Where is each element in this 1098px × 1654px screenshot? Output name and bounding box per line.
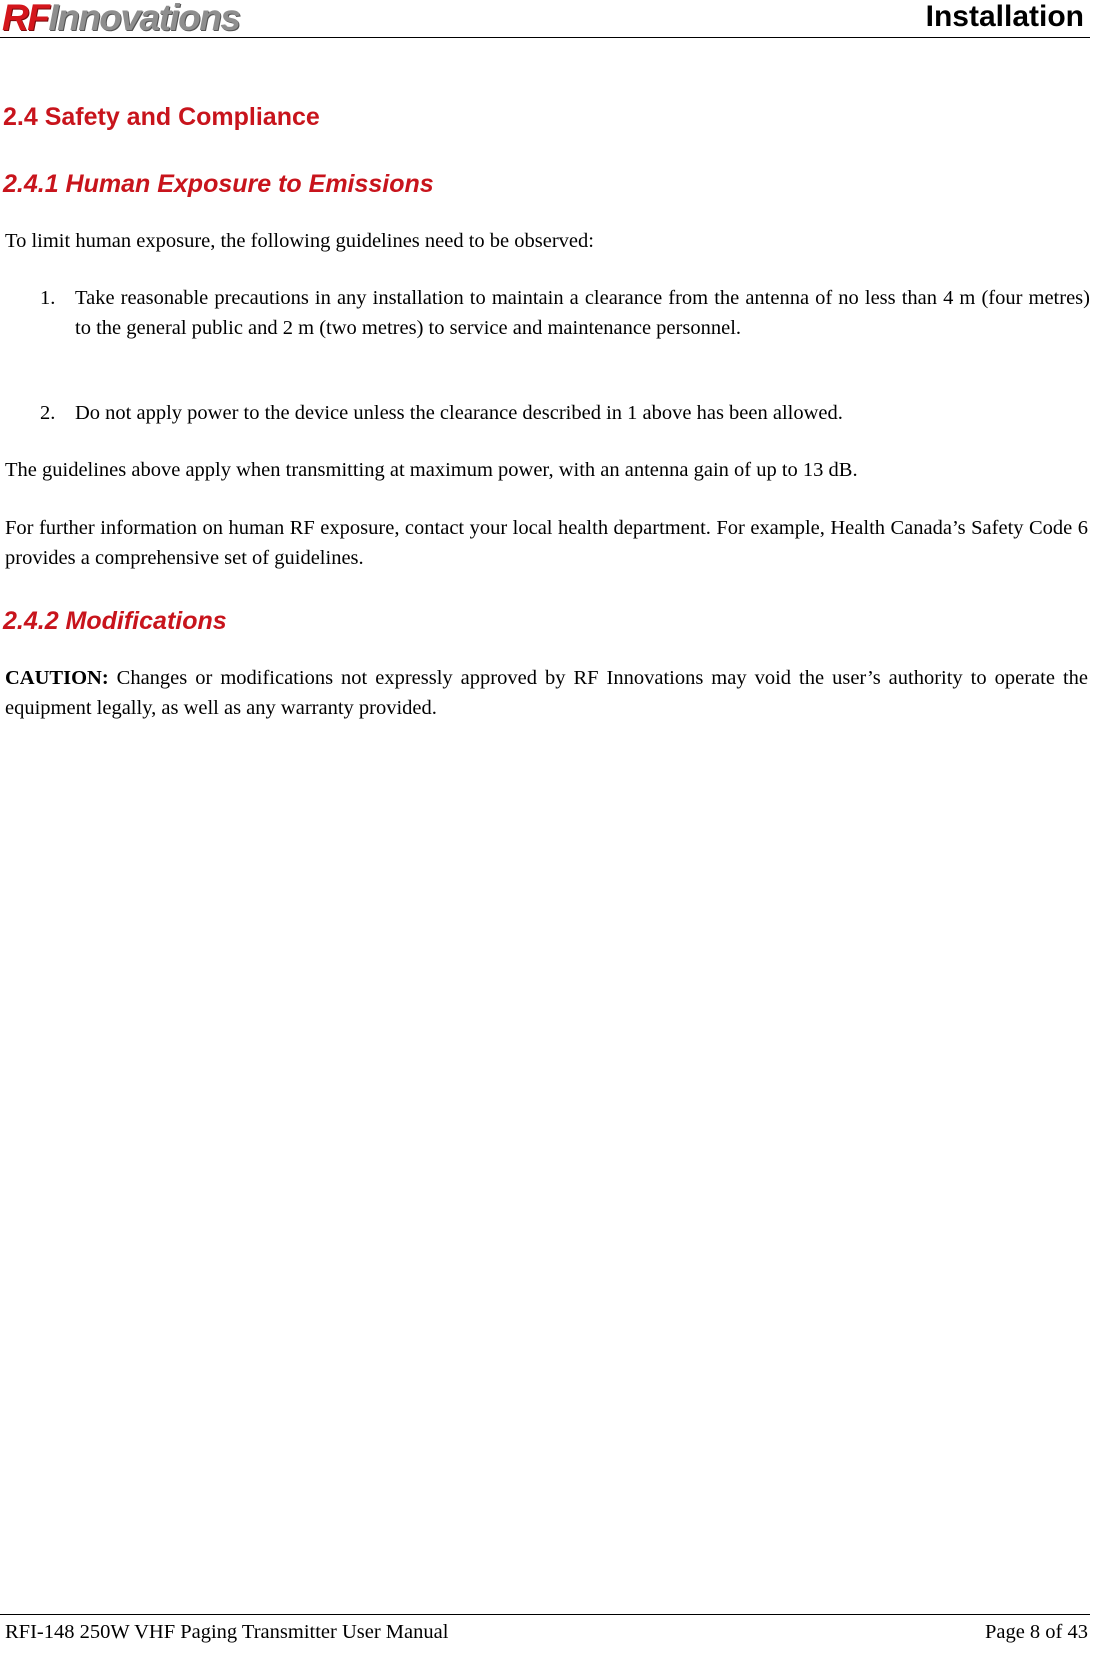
header-divider bbox=[0, 37, 1090, 38]
caution-text: Changes or modifications not expressly approved by RF Innovations may void the user’s authority to operate the equipment legally, as well as any warranty provided. bbox=[5, 667, 1088, 719]
caution-label: CAUTION: bbox=[5, 667, 109, 689]
page-header bbox=[0, 0, 1090, 38]
list-item-text: Take reasonable precautions in any installation to maintain a clearance from the antenna of no less than 4 m (four metres) to the general public and 2 m (two metres) to service and maintenance personnel. bbox=[75, 287, 1090, 339]
caution-paragraph bbox=[5, 663, 1088, 723]
footer-divider bbox=[0, 1614, 1090, 1615]
subsection-heading-modifications: 2.4.2 Modifications bbox=[3, 607, 227, 635]
further-info-paragraph: For further information on human RF exposure, contact your local health department. For example, Health Canada’s Safety Code 6 provides a comprehensive set of guidelines. bbox=[5, 517, 1088, 569]
section-heading: 2.4 Safety and Compliance bbox=[3, 103, 320, 131]
list-item-text: Do not apply power to the device unless the clearance described in 1 above has been allowed. bbox=[75, 402, 843, 424]
subsection-heading-exposure: 2.4.1 Human Exposure to Emissions bbox=[3, 170, 434, 198]
page-number: Page 8 of 43 bbox=[984, 1621, 1088, 1643]
logo-innovations-text: Innovations bbox=[48, 0, 240, 38]
logo-rf-text: RF bbox=[2, 0, 49, 38]
list-item-number: 1. bbox=[40, 287, 56, 309]
manual-title: RFI-148 250W VHF Paging Transmitter User Manual bbox=[5, 1621, 449, 1643]
exposure-intro-paragraph: To limit human exposure, the following guidelines need to be observed: bbox=[5, 230, 594, 252]
max-power-paragraph: The guidelines above apply when transmitting at maximum power, with an antenna gain of up to 13 dB. bbox=[5, 459, 858, 481]
list-item-number: 2. bbox=[40, 402, 56, 424]
chapter-title: Installation bbox=[925, 0, 1084, 33]
company-logo bbox=[2, 0, 239, 40]
